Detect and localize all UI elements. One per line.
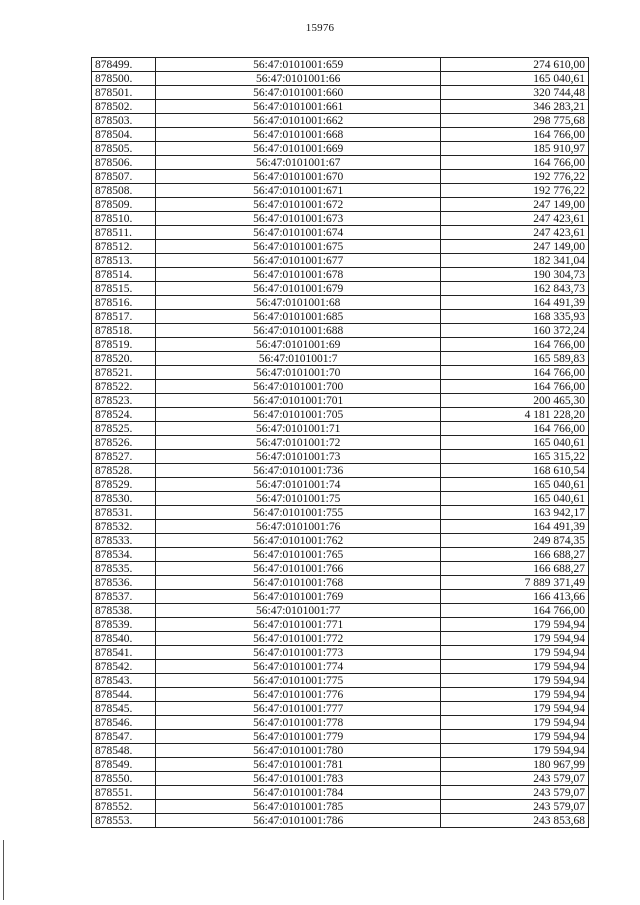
cadastral-value-cell: 179 594,94 [441, 674, 589, 688]
table-row [92, 562, 589, 576]
row-number-cell: 878509. [92, 198, 156, 212]
cadastral-value-cell: 164 766,00 [441, 604, 589, 618]
table-row [92, 198, 589, 212]
cadastral-value-cell: 243 579,07 [441, 772, 589, 786]
row-number-cell: 878545. [92, 702, 156, 716]
table-row [92, 744, 589, 758]
cadastral-number-cell: 56:47:0101001:674 [156, 226, 441, 240]
row-number-cell: 878503. [92, 114, 156, 128]
row-number-cell: 878523. [92, 394, 156, 408]
table-row [92, 436, 589, 450]
row-number-cell: 878507. [92, 170, 156, 184]
cadastral-value-cell: 164 491,39 [441, 520, 589, 534]
cadastral-number-cell: 56:47:0101001:671 [156, 184, 441, 198]
table-row [92, 590, 589, 604]
cadastral-number-cell: 56:47:0101001:662 [156, 114, 441, 128]
cadastral-value-cell: 180 967,99 [441, 758, 589, 772]
table-row [92, 506, 589, 520]
row-number-cell: 878501. [92, 86, 156, 100]
cadastral-number-cell: 56:47:0101001:765 [156, 548, 441, 562]
cadastral-value-cell: 179 594,94 [441, 730, 589, 744]
cadastral-value-cell: 165 315,22 [441, 450, 589, 464]
cadastral-number-cell: 56:47:0101001:775 [156, 674, 441, 688]
row-number-cell: 878508. [92, 184, 156, 198]
cadastral-value-cell: 182 341,04 [441, 254, 589, 268]
cadastral-value-cell: 7 889 371,49 [441, 576, 589, 590]
row-number-cell: 878527. [92, 450, 156, 464]
table-row [92, 156, 589, 170]
row-number-cell: 878549. [92, 758, 156, 772]
cadastral-number-cell: 56:47:0101001:668 [156, 128, 441, 142]
cadastral-value-cell: 164 766,00 [441, 366, 589, 380]
cadastral-value-cell: 165 040,61 [441, 492, 589, 506]
cadastral-value-cell: 166 413,66 [441, 590, 589, 604]
table-row [92, 86, 589, 100]
table-row [92, 772, 589, 786]
table-row [92, 100, 589, 114]
table-row [92, 114, 589, 128]
table-row [92, 520, 589, 534]
cadastral-value-cell: 179 594,94 [441, 716, 589, 730]
cadastral-value-cell: 165 040,61 [441, 72, 589, 86]
cadastral-number-cell: 56:47:0101001:673 [156, 212, 441, 226]
row-number-cell: 878536. [92, 576, 156, 590]
cadastral-value-cell: 179 594,94 [441, 660, 589, 674]
cadastral-number-cell: 56:47:0101001:71 [156, 422, 441, 436]
cadastral-number-cell: 56:47:0101001:672 [156, 198, 441, 212]
table-row [92, 366, 589, 380]
cadastral-number-cell: 56:47:0101001:70 [156, 366, 441, 380]
row-number-cell: 878553. [92, 814, 156, 828]
table-row [92, 660, 589, 674]
table-row [92, 492, 589, 506]
cadastral-number-cell: 56:47:0101001:783 [156, 772, 441, 786]
row-number-cell: 878538. [92, 604, 156, 618]
table-row [92, 282, 589, 296]
table-row [92, 786, 589, 800]
cadastral-value-cell: 179 594,94 [441, 744, 589, 758]
table-row [92, 226, 589, 240]
table-row [92, 268, 589, 282]
row-number-cell: 878519. [92, 338, 156, 352]
row-number-cell: 878543. [92, 674, 156, 688]
cadastral-number-cell: 56:47:0101001:780 [156, 744, 441, 758]
table-row [92, 408, 589, 422]
table-row [92, 576, 589, 590]
cadastral-value-cell: 164 766,00 [441, 338, 589, 352]
cadastral-number-cell: 56:47:0101001:781 [156, 758, 441, 772]
cadastral-number-cell: 56:47:0101001:784 [156, 786, 441, 800]
cadastral-value-cell: 192 776,22 [441, 170, 589, 184]
cadastral-value-cell: 247 423,61 [441, 212, 589, 226]
cadastral-value-cell: 162 843,73 [441, 282, 589, 296]
row-number-cell: 878535. [92, 562, 156, 576]
cadastral-number-cell: 56:47:0101001:77 [156, 604, 441, 618]
cadastral-value-cell: 249 874,35 [441, 534, 589, 548]
cadastral-value-cell: 190 304,73 [441, 268, 589, 282]
row-number-cell: 878522. [92, 380, 156, 394]
cadastral-value-cell: 166 688,27 [441, 548, 589, 562]
cadastral-number-cell: 56:47:0101001:776 [156, 688, 441, 702]
cadastral-number-cell: 56:47:0101001:7 [156, 352, 441, 366]
row-number-cell: 878524. [92, 408, 156, 422]
cadastral-value-cell: 298 775,68 [441, 114, 589, 128]
cadastral-value-cell: 165 040,61 [441, 436, 589, 450]
row-number-cell: 878546. [92, 716, 156, 730]
table-row [92, 58, 589, 72]
row-number-cell: 878532. [92, 520, 156, 534]
row-number-cell: 878551. [92, 786, 156, 800]
cadastral-value-cell: 164 491,39 [441, 296, 589, 310]
row-number-cell: 878539. [92, 618, 156, 632]
row-number-cell: 878541. [92, 646, 156, 660]
cadastral-value-cell: 274 610,00 [441, 58, 589, 72]
table-row [92, 72, 589, 86]
cadastral-number-cell: 56:47:0101001:705 [156, 408, 441, 422]
cadastral-value-cell: 4 181 228,20 [441, 408, 589, 422]
cadastral-value-cell: 164 766,00 [441, 380, 589, 394]
cadastral-value-cell: 168 335,93 [441, 310, 589, 324]
table-row [92, 604, 589, 618]
row-number-cell: 878540. [92, 632, 156, 646]
row-number-cell: 878517. [92, 310, 156, 324]
cadastral-number-cell: 56:47:0101001:769 [156, 590, 441, 604]
cadastral-value-cell: 179 594,94 [441, 618, 589, 632]
row-number-cell: 878514. [92, 268, 156, 282]
cadastral-value-cell: 192 776,22 [441, 184, 589, 198]
scan-edge-line [3, 840, 4, 900]
cadastral-number-cell: 56:47:0101001:74 [156, 478, 441, 492]
cadastral-number-cell: 56:47:0101001:766 [156, 562, 441, 576]
cadastral-number-cell: 56:47:0101001:771 [156, 618, 441, 632]
table-row [92, 688, 589, 702]
cadastral-number-cell: 56:47:0101001:68 [156, 296, 441, 310]
row-number-cell: 878542. [92, 660, 156, 674]
row-number-cell: 878499. [92, 58, 156, 72]
table-row [92, 716, 589, 730]
cadastral-value-cell: 346 283,21 [441, 100, 589, 114]
row-number-cell: 878520. [92, 352, 156, 366]
cadastral-value-cell: 164 766,00 [441, 128, 589, 142]
cadastral-number-cell: 56:47:0101001:755 [156, 506, 441, 520]
cadastral-value-cell: 247 423,61 [441, 226, 589, 240]
cadastral-number-cell: 56:47:0101001:762 [156, 534, 441, 548]
cadastral-number-cell: 56:47:0101001:679 [156, 282, 441, 296]
cadastral-number-cell: 56:47:0101001:688 [156, 324, 441, 338]
table-row [92, 730, 589, 744]
cadastral-number-cell: 56:47:0101001:69 [156, 338, 441, 352]
table-row [92, 548, 589, 562]
cadastral-value-cell: 164 766,00 [441, 422, 589, 436]
cadastral-number-cell: 56:47:0101001:73 [156, 450, 441, 464]
cadastral-number-cell: 56:47:0101001:76 [156, 520, 441, 534]
cadastral-number-cell: 56:47:0101001:779 [156, 730, 441, 744]
cadastral-value-cell: 200 465,30 [441, 394, 589, 408]
row-number-cell: 878518. [92, 324, 156, 338]
table-row [92, 646, 589, 660]
row-number-cell: 878521. [92, 366, 156, 380]
table-row [92, 240, 589, 254]
table-row [92, 464, 589, 478]
table-row [92, 170, 589, 184]
row-number-cell: 878506. [92, 156, 156, 170]
cadastral-number-cell: 56:47:0101001:773 [156, 646, 441, 660]
cadastral-value-cell: 179 594,94 [441, 646, 589, 660]
cadastral-number-cell: 56:47:0101001:670 [156, 170, 441, 184]
cadastral-value-cell: 166 688,27 [441, 562, 589, 576]
table-row [92, 352, 589, 366]
cadastral-value-cell: 243 579,07 [441, 800, 589, 814]
table-row [92, 254, 589, 268]
row-number-cell: 878511. [92, 226, 156, 240]
row-number-cell: 878504. [92, 128, 156, 142]
table-row [92, 422, 589, 436]
page-number: 15976 [305, 22, 335, 34]
row-number-cell: 878525. [92, 422, 156, 436]
cadastral-number-cell: 56:47:0101001:677 [156, 254, 441, 268]
cadastral-value-cell: 185 910,97 [441, 142, 589, 156]
table-row [92, 128, 589, 142]
cadastral-number-cell: 56:47:0101001:772 [156, 632, 441, 646]
row-number-cell: 878528. [92, 464, 156, 478]
cadastral-number-cell: 56:47:0101001:785 [156, 800, 441, 814]
table-row [92, 618, 589, 632]
table-row [92, 814, 589, 828]
cadastral-value-cell: 168 610,54 [441, 464, 589, 478]
cadastral-number-cell: 56:47:0101001:660 [156, 86, 441, 100]
table-row [92, 142, 589, 156]
table-row [92, 324, 589, 338]
cadastral-value-cell: 247 149,00 [441, 240, 589, 254]
cadastral-number-cell: 56:47:0101001:678 [156, 268, 441, 282]
table-row [92, 184, 589, 198]
cadastral-number-cell: 56:47:0101001:701 [156, 394, 441, 408]
cadastral-number-cell: 56:47:0101001:768 [156, 576, 441, 590]
cadastral-number-cell: 56:47:0101001:67 [156, 156, 441, 170]
row-number-cell: 878505. [92, 142, 156, 156]
row-number-cell: 878529. [92, 478, 156, 492]
table-row [92, 394, 589, 408]
table-row [92, 674, 589, 688]
table-row [92, 758, 589, 772]
cadastral-number-cell: 56:47:0101001:72 [156, 436, 441, 450]
table-row [92, 478, 589, 492]
cadastral-value-cell: 320 744,48 [441, 86, 589, 100]
cadastral-value-cell: 243 853,68 [441, 814, 589, 828]
table-row [92, 380, 589, 394]
cadastral-value-table [91, 57, 589, 828]
row-number-cell: 878512. [92, 240, 156, 254]
table-row [92, 450, 589, 464]
table-row [92, 800, 589, 814]
cadastral-number-cell: 56:47:0101001:774 [156, 660, 441, 674]
cadastral-value-cell: 165 040,61 [441, 478, 589, 492]
cadastral-number-cell: 56:47:0101001:66 [156, 72, 441, 86]
row-number-cell: 878531. [92, 506, 156, 520]
cadastral-number-cell: 56:47:0101001:659 [156, 58, 441, 72]
row-number-cell: 878530. [92, 492, 156, 506]
table-row [92, 702, 589, 716]
row-number-cell: 878544. [92, 688, 156, 702]
cadastral-number-cell: 56:47:0101001:777 [156, 702, 441, 716]
table-row [92, 310, 589, 324]
cadastral-value-cell: 163 942,17 [441, 506, 589, 520]
row-number-cell: 878548. [92, 744, 156, 758]
cadastral-value-cell: 160 372,24 [441, 324, 589, 338]
cadastral-value-cell: 179 594,94 [441, 702, 589, 716]
table-row [92, 632, 589, 646]
row-number-cell: 878513. [92, 254, 156, 268]
cadastral-number-cell: 56:47:0101001:700 [156, 380, 441, 394]
cadastral-number-cell: 56:47:0101001:75 [156, 492, 441, 506]
cadastral-number-cell: 56:47:0101001:685 [156, 310, 441, 324]
table-row [92, 338, 589, 352]
row-number-cell: 878516. [92, 296, 156, 310]
cadastral-value-cell: 164 766,00 [441, 156, 589, 170]
row-number-cell: 878552. [92, 800, 156, 814]
cadastral-number-cell: 56:47:0101001:736 [156, 464, 441, 478]
table-body [92, 58, 589, 828]
row-number-cell: 878510. [92, 212, 156, 226]
row-number-cell: 878537. [92, 590, 156, 604]
row-number-cell: 878550. [92, 772, 156, 786]
cadastral-value-cell: 165 589,83 [441, 352, 589, 366]
row-number-cell: 878515. [92, 282, 156, 296]
cadastral-number-cell: 56:47:0101001:778 [156, 716, 441, 730]
row-number-cell: 878534. [92, 548, 156, 562]
cadastral-value-cell: 179 594,94 [441, 632, 589, 646]
row-number-cell: 878533. [92, 534, 156, 548]
table-row [92, 296, 589, 310]
cadastral-number-cell: 56:47:0101001:661 [156, 100, 441, 114]
row-number-cell: 878500. [92, 72, 156, 86]
cadastral-number-cell: 56:47:0101001:675 [156, 240, 441, 254]
row-number-cell: 878502. [92, 100, 156, 114]
cadastral-value-cell: 179 594,94 [441, 688, 589, 702]
table-row [92, 212, 589, 226]
row-number-cell: 878526. [92, 436, 156, 450]
cadastral-value-cell: 243 579,07 [441, 786, 589, 800]
cadastral-number-cell: 56:47:0101001:669 [156, 142, 441, 156]
cadastral-value-cell: 247 149,00 [441, 198, 589, 212]
cadastral-number-cell: 56:47:0101001:786 [156, 814, 441, 828]
row-number-cell: 878547. [92, 730, 156, 744]
table-row [92, 534, 589, 548]
